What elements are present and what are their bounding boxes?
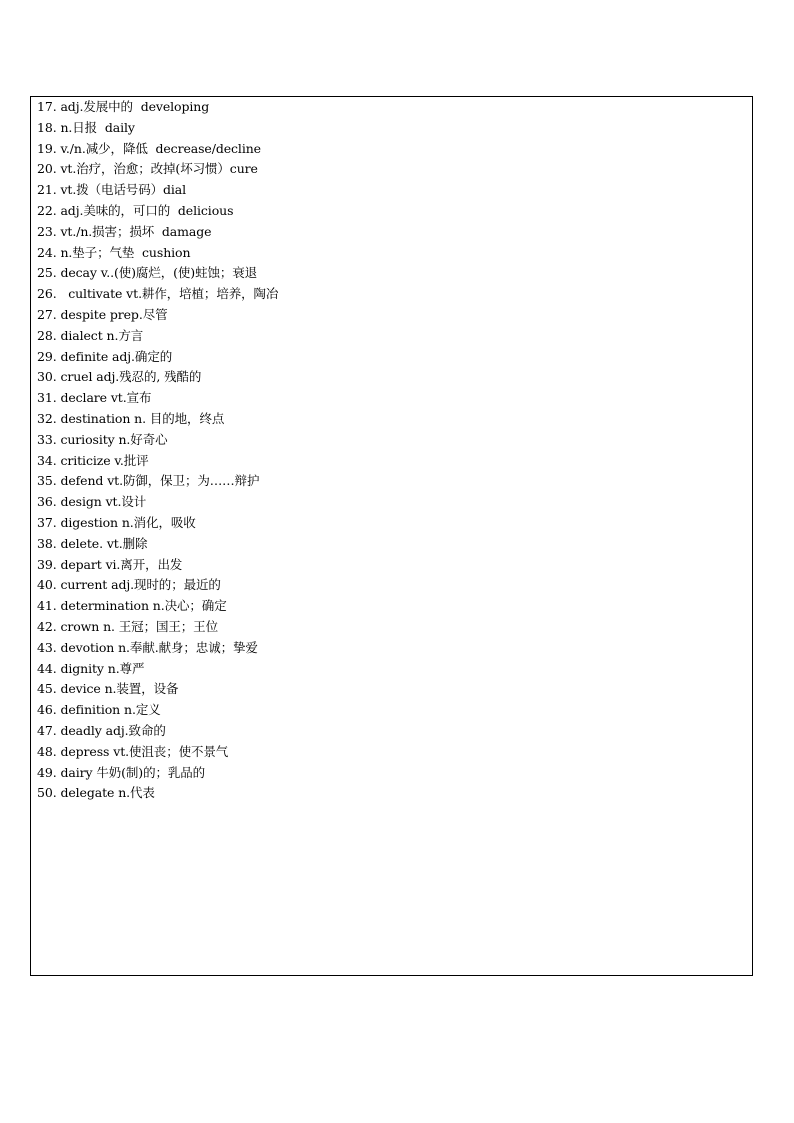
vocabulary-entry: 32. destination n. 目的地，终点	[37, 410, 225, 426]
vocabulary-list	[37, 97, 278, 804]
vocabulary-entry: 35. defend vt.防御，保卫；为……辩护	[37, 473, 260, 489]
vocabulary-entry: 30. cruel adj.残忍的, 残酷的	[37, 369, 202, 385]
vocabulary-entry: 19. v./n.减少，降低 decrease/decline	[37, 140, 261, 156]
vocabulary-entry: 20. vt.治疗，治愈；改掉(坏习惯）cure	[37, 161, 258, 177]
vocabulary-entry: 49. dairy 牛奶(制)的；乳品的	[37, 764, 206, 780]
vocabulary-entry: 44. dignity n.尊严	[37, 660, 145, 676]
vocabulary-entry: 42. crown n. 王冠；国王；王位	[37, 618, 218, 634]
vocabulary-entry: 38. delete. vt.删除	[37, 535, 148, 551]
vocabulary-entry: 40. current adj.现时的；最近的	[37, 577, 221, 593]
vocabulary-table-cell	[30, 96, 753, 976]
vocabulary-entry: 26. cultivate vt.耕作，培植；培养，陶冶	[37, 286, 279, 302]
vocabulary-entry: 37. digestion n.消化，吸收	[37, 514, 196, 530]
vocabulary-entry: 45. device n.装置，设备	[37, 681, 179, 697]
vocabulary-entry: 41. determination n.决心；确定	[37, 598, 227, 614]
vocabulary-entry: 27. despite prep.尽管	[37, 306, 168, 322]
vocabulary-entry: 24. n.垫子；气垫 cushion	[37, 244, 191, 260]
vocabulary-entry: 48. depress vt.使沮丧；使不景气	[37, 743, 229, 759]
vocabulary-entry: 22. adj.美味的，可口的 delicious	[37, 202, 234, 218]
vocabulary-entry: 34. criticize v.批评	[37, 452, 149, 468]
vocabulary-entry: 25. decay v..(使)腐烂，(使)蛀蚀；衰退	[37, 265, 258, 281]
vocabulary-entry: 21. vt.拨（电话号码）dial	[37, 182, 187, 198]
vocabulary-entry: 29. definite adj.确定的	[37, 348, 173, 364]
vocabulary-entry: 23. vt./n.损害；损坏 damage	[37, 223, 212, 239]
vocabulary-entry: 33. curiosity n.好奇心	[37, 431, 168, 447]
vocabulary-entry: 18. n.日报 daily	[37, 119, 135, 135]
vocabulary-entry: 31. declare vt.宣布	[37, 390, 152, 406]
vocabulary-entry: 46. definition n.定义	[37, 702, 161, 718]
vocabulary-entry: 50. delegate n.代表	[37, 785, 155, 801]
vocabulary-entry: 36. design vt.设计	[37, 494, 147, 510]
vocabulary-entry: 39. depart vi.离开，出发	[37, 556, 183, 572]
vocabulary-entry: 47. deadly adj.致命的	[37, 722, 166, 738]
vocabulary-entry: 28. dialect n.方言	[37, 327, 144, 343]
vocabulary-entry: 17. adj.发展中的 developing	[37, 99, 210, 114]
vocabulary-entry: 43. devotion n.奉献.献身；忠诚；挚爱	[37, 639, 258, 655]
